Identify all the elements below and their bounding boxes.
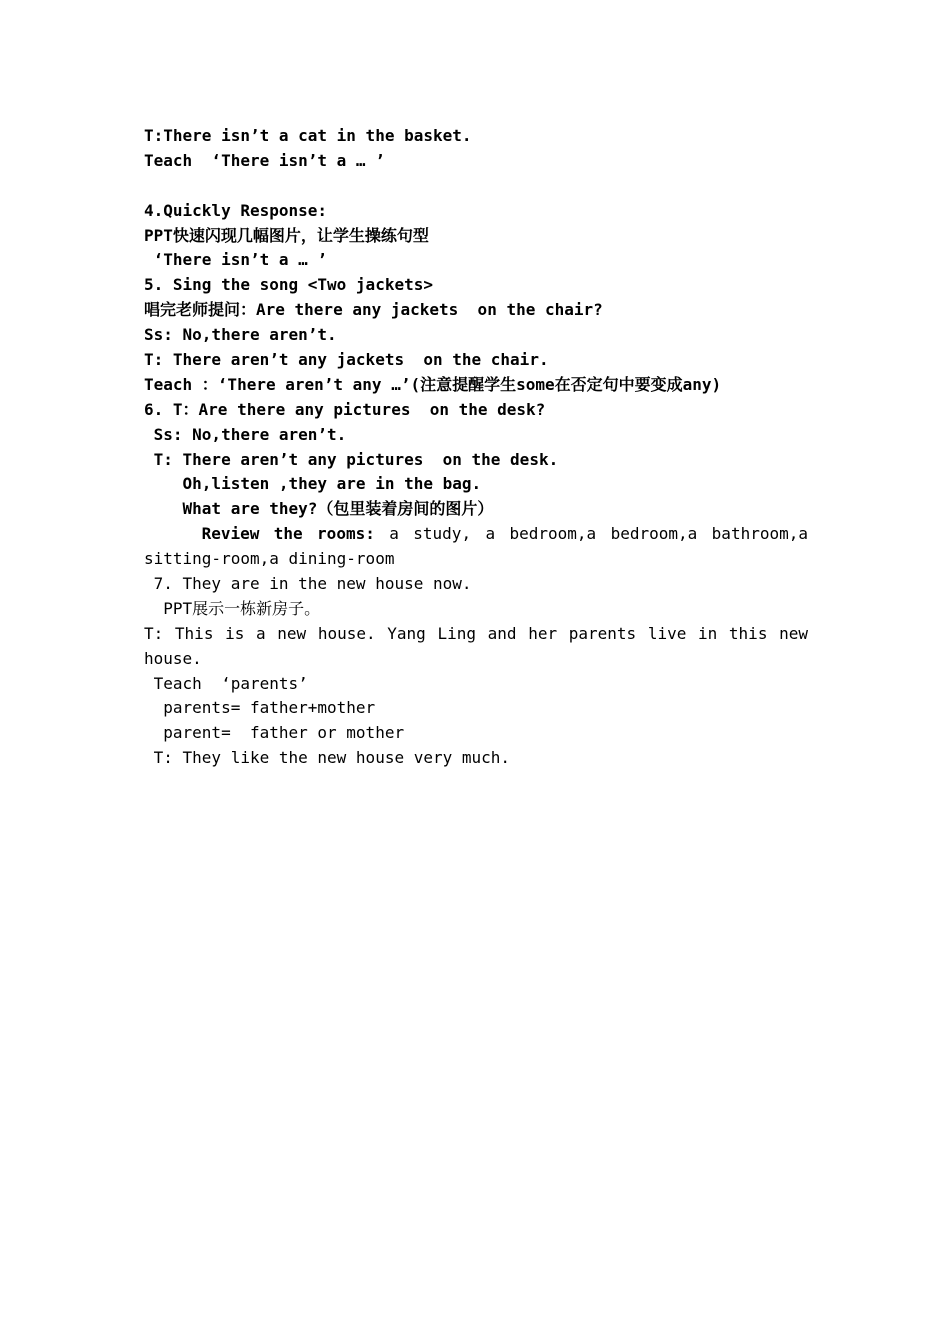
text-line-6: ‘There isn’t a … ’ (144, 250, 328, 270)
text-line-24: parents= father+mother (144, 698, 376, 718)
text-line-4: 4.Quickly Response: (144, 200, 328, 220)
text-line-3 (144, 174, 808, 199)
text-line-26: T: They like the new house very much. (144, 748, 511, 768)
text-line-8: 唱完老师提问：Are there any jackets on the chair? (144, 300, 603, 320)
text-line-14: T: There aren’t any pictures on the desk. (144, 449, 559, 469)
text-line-1: T:There isn’t a cat in the basket. (144, 126, 472, 145)
text-line-9: Ss: No,there aren’t. (144, 325, 337, 345)
text-line-18: sitting-room,a dining-room (144, 549, 395, 569)
text-line-20: PPT展示一栋新房子。 (144, 598, 321, 618)
text-line-15: Oh,listen ,they are in the bag. (144, 474, 482, 494)
text-line-5: PPT快速闪现几幅图片，让学生操练句型 (144, 225, 429, 245)
review-rooms-label: Review the rooms: (144, 524, 375, 544)
text-line-12: 6. T：Are there any pictures on the desk? (144, 399, 546, 419)
text-line-13: Ss: No,there aren’t. (144, 424, 347, 444)
text-line-11: Teach ：‘There aren’t any …’(注意提醒学生some在否定句中要变成any) (144, 374, 722, 394)
review-rooms-list: a study, a bedroom,a bedroom,a bathroom,a (374, 524, 809, 544)
text-line-17 (144, 522, 808, 547)
text-line-2: Teach ‘There isn’t a … ’ (144, 150, 385, 170)
text-line-25: parent= father or mother (144, 723, 405, 743)
text-line-23: Teach ‘parents’ (144, 673, 308, 693)
text-line-21: T: This is a new house. Yang Ling and her parents live in this new (144, 623, 808, 643)
text-line-10: T: There aren’t any jackets on the chair. (144, 350, 549, 370)
document-page (144, 124, 808, 771)
text-line-16: What are they?（包里装着房间的图片） (144, 499, 494, 519)
text-line-19: 7. They are in the new house now. (144, 574, 472, 594)
text-line-7: 5. Sing the song <Two jackets> (144, 275, 433, 295)
text-line-22: house. (144, 648, 202, 668)
